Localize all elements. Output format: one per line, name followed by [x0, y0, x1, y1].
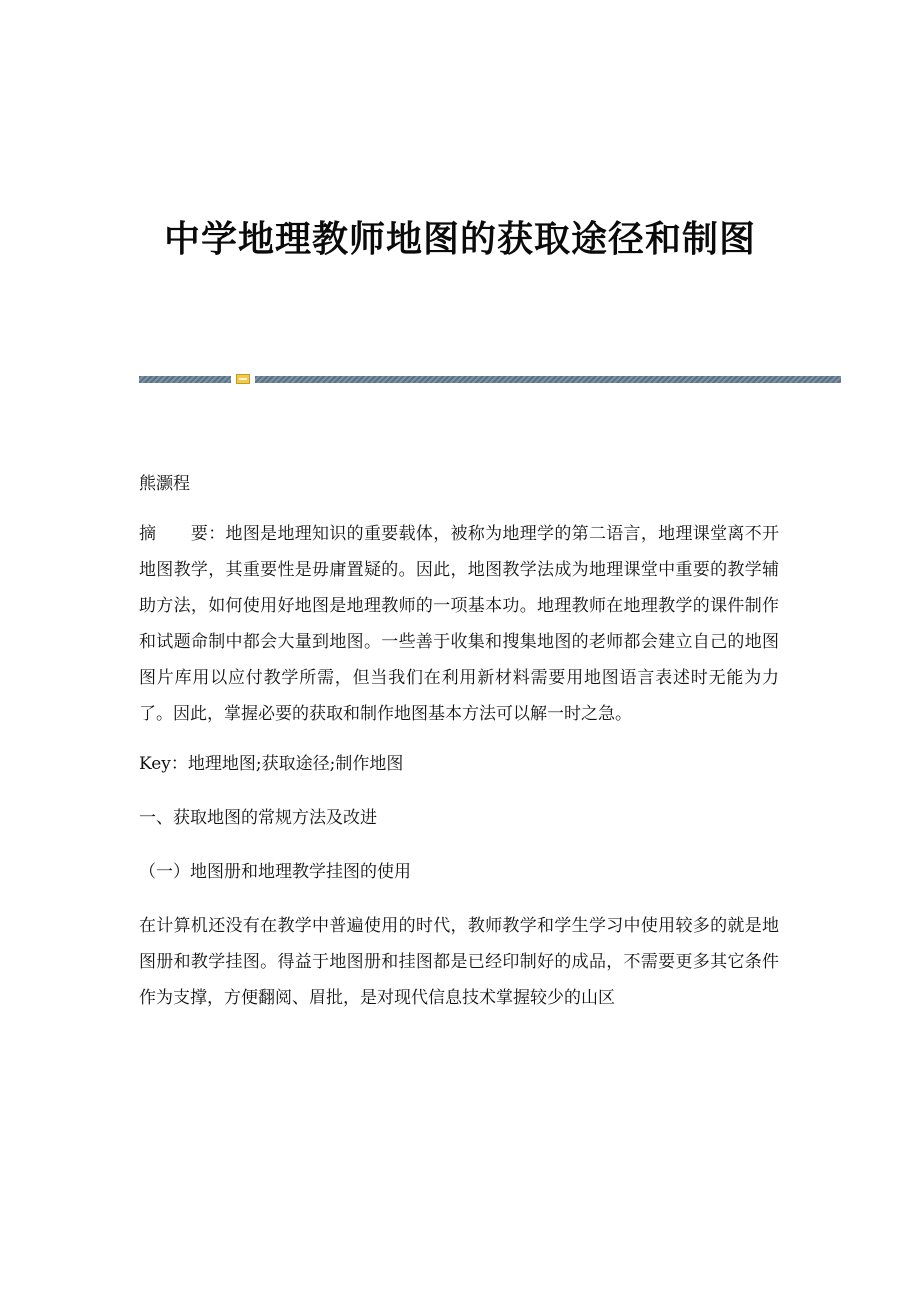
- divider-bar-left: [139, 376, 231, 383]
- keywords: Key：地理地图;获取途径;制作地图: [139, 754, 404, 774]
- divider-ornament-icon: [236, 374, 250, 384]
- author-name: 熊灏程: [139, 474, 190, 494]
- body-paragraph: 在计算机还没有在教学中普遍使用的时代，教师教学和学生学习中使用较多的就是地图册和教学挂图。得益于地图册和挂图都是已经印制好的成品，不需要更多其它条件作为支撑，方便翻阅、眉批，是对现代信息技术掌握较少的山区: [139, 916, 779, 1008]
- page-title: 中学地理教师地图的获取途径和制图: [163, 219, 756, 260]
- subsection-heading: （一）地图册和地理教学挂图的使用: [139, 862, 411, 882]
- title-divider: [139, 374, 841, 384]
- abstract-text: 地图是地理知识的重要载体，被称为地理学的第二语言，地理课堂离不开地图教学，其重要性是毋庸置疑的。因此，地图教学法成为地理课堂中重要的教学辅助方法，如何使用好地图是地理教师的一项基本功。地理教师在地理教学的课件制作和试题命制中都会大量到地图。一些善于收集和搜集地图的老师都会建立自己的地图图片库用以应付教学所需，但当我们在利用新材料需要用地图语言表述时无能为力了。因此，掌握必要的获取和制作地图基本方法可以解一时之急。: [139, 524, 780, 724]
- divider-bar-right: [255, 376, 841, 383]
- document-body: [139, 466, 779, 1016]
- abstract-label: 摘 要：: [139, 524, 226, 544]
- section-heading: 一、获取地图的常规方法及改进: [139, 808, 377, 828]
- abstract: [139, 516, 779, 732]
